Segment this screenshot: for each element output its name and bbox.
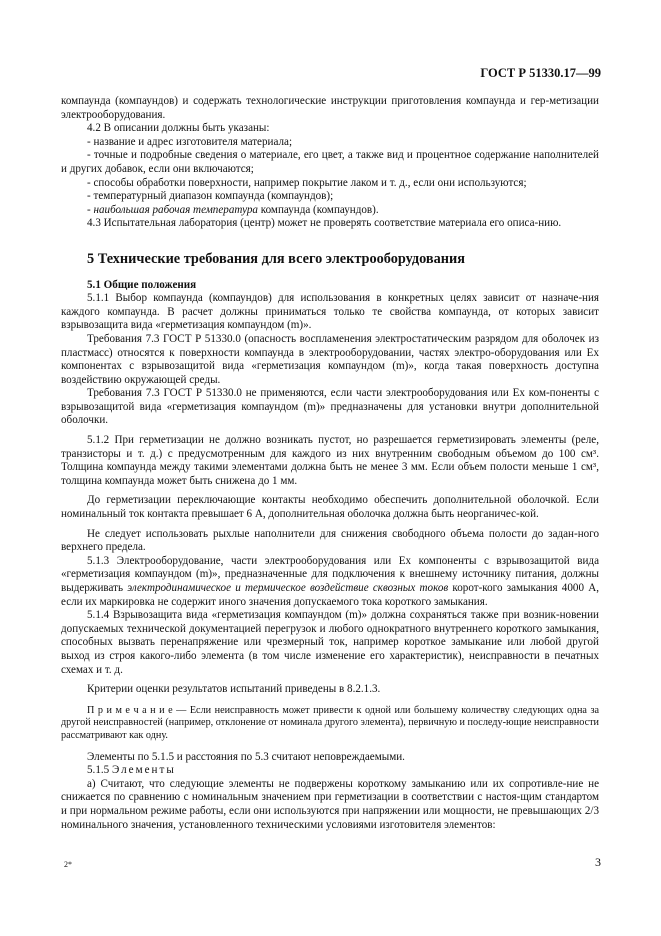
list-item: - температурный диапазон компаунда (компаундов); bbox=[87, 190, 334, 203]
paragraph: Критерии оценки результатов испытаний приведены в 8.2.1.3. bbox=[87, 683, 381, 696]
paragraph-4-3: 4.3 Испытательная лаборатория (центр) может не проверять соответствие материала его описа-нию. bbox=[87, 217, 562, 230]
list-item-text: компаунда (компаундов). bbox=[257, 203, 379, 216]
list-item bbox=[61, 204, 599, 218]
note-text: — Если неисправность может привести к одной или большему количеству следующих одна за другой неисправностей (например, отклонение от номинала другого элемента), первичную и последу-ющие неисправности рассматривают как одну. bbox=[61, 704, 599, 741]
emphasis-text: - наибольшая рабочая температура bbox=[87, 203, 258, 216]
list-item: - способы обработки поверхности, например покрытие лаком и т. д., если они используются; bbox=[87, 176, 527, 189]
list-item: - точные и подробные сведения о материале, его цвет, а также вид и процентное содержание наполнителей и других добавок, если они включаются; bbox=[61, 149, 599, 175]
document-body bbox=[61, 95, 599, 832]
paragraph: компаунда (компаундов) и содержать технологические инструкции приготовления компаунда и гер-метизации электрооборудования. bbox=[61, 95, 599, 121]
section-heading: 5 Технические требования для всего электрооборудования bbox=[87, 250, 465, 267]
page-number: 3 bbox=[595, 855, 601, 869]
paragraph-5-1-5-heading bbox=[61, 764, 599, 778]
list-item: - название и адрес изготовителя материала; bbox=[87, 135, 293, 148]
paragraph: Требования 7.3 ГОСТ Р 51330.0 не применяются, если части электрооборудования или Ex ком-поненты с взрывозащитой вида «герметизация компаундом (m)» предназначены для установки внутри дополнительной оболочки. bbox=[61, 387, 599, 427]
paragraph-text: корот-кого замыкания 4000 А, если их маркировка не содержит иного значения допускаемого тока короткого замыкания. bbox=[61, 582, 599, 608]
paragraph: Не следует использовать рыхлые наполнители для снижения свободного объема полости до задан-ного верхнего предела. bbox=[61, 527, 599, 554]
sheet-mark: 2* bbox=[64, 860, 72, 869]
subsection-heading: 5.1 Общие положения bbox=[87, 278, 197, 291]
paragraph-4-2: 4.2 В описании должны быть указаны: bbox=[87, 122, 270, 135]
page-header: ГОСТ Р 51330.17—99 bbox=[480, 66, 601, 80]
paragraph-5-1-3 bbox=[61, 555, 599, 609]
clause-title: Элементы bbox=[111, 764, 176, 777]
paragraph-text: 5.1.3 Электрооборудование, части электрооборудования или Ex компоненты с взрывозащитой вида «герметизация компаундом (m)», предназначенные для подключения к внешнему источнику питания, должны выдерживать bbox=[61, 554, 599, 594]
paragraph: До герметизации переключающие контакты необходимо обеспечить дополнительной оболочкой. Если номинальный ток контакта превышает 6 А, дополнительная оболочка должна быть неорганичес-кой. bbox=[61, 494, 599, 521]
paragraph: Требования 7.3 ГОСТ Р 51330.0 (опасность воспламенения электростатическим разрядом для оболочек из пластмасс) относятся к поверхности компаунда в электрооборудовании, частях электро-оборудования или Ex компонентах с взрывозащитой вида «герметизация компаундом (m)», когда такая поверхность доступна воздействию окружающей среды. bbox=[61, 332, 599, 386]
clause-number: 5.1.5 bbox=[87, 764, 112, 777]
paragraph-5-1-2: 5.1.2 При герметизации не должно возникать пустот, но разрешается герметизировать элементы (реле, транзисторы и т. д.) с предусмотренным для каждого из них внутренним свободным объемом до 100 см³. Толщина компаунда между такими элементами должна быть не менее 3 мм. Если объем полости меньше 1 см³, толщина компаунда может быть снижена до 1 мм. bbox=[61, 434, 599, 487]
paragraph: Элементы по 5.1.5 и расстояния по 5.3 считают неповреждаемыми. bbox=[87, 750, 405, 763]
note bbox=[61, 705, 599, 743]
paragraph-5-1-4: 5.1.4 Взрывозащита вида «герметизация компаундом (m)» должна сохраняться также при возник-новении допускаемых технической документацией перегрузок и любого однократного внутреннего короткого замыкания, способных вызвать перенапряжение или чрезмерный ток, например короткое замыкание или любой другой выход из строя какого-либо элемента (в том числе изменение его характеристик), неисправности в печатных схемах и т. д. bbox=[61, 609, 599, 676]
note-label: П р и м е ч а н и е bbox=[87, 704, 173, 716]
emphasis-text: электродинамическое и термическое воздействие сквозных токов bbox=[127, 582, 449, 594]
paragraph-5-1-5-a: а) Считают, что следующие элементы не подвержены короткому замыканию или их сопротивле-ние не снижается по сравнению с номинальным значением при герметизации в соответствии с настоя-щим стандартом и при нормальном режиме работы, если они используются при напряжении или мощности, не превышающих 2/3 номинального значения, установленного техническими условиями изготовителя элементов: bbox=[61, 777, 599, 831]
paragraph-5-1-1: 5.1.1 Выбор компаунда (компаундов) для использования в конкретных целях зависит от назначе-ния каждого компаунда. В расчет должны приниматься только те свойства компаунда, от которых зависит взрывозащита вида «герметизация компаундом (m)». bbox=[61, 292, 599, 332]
